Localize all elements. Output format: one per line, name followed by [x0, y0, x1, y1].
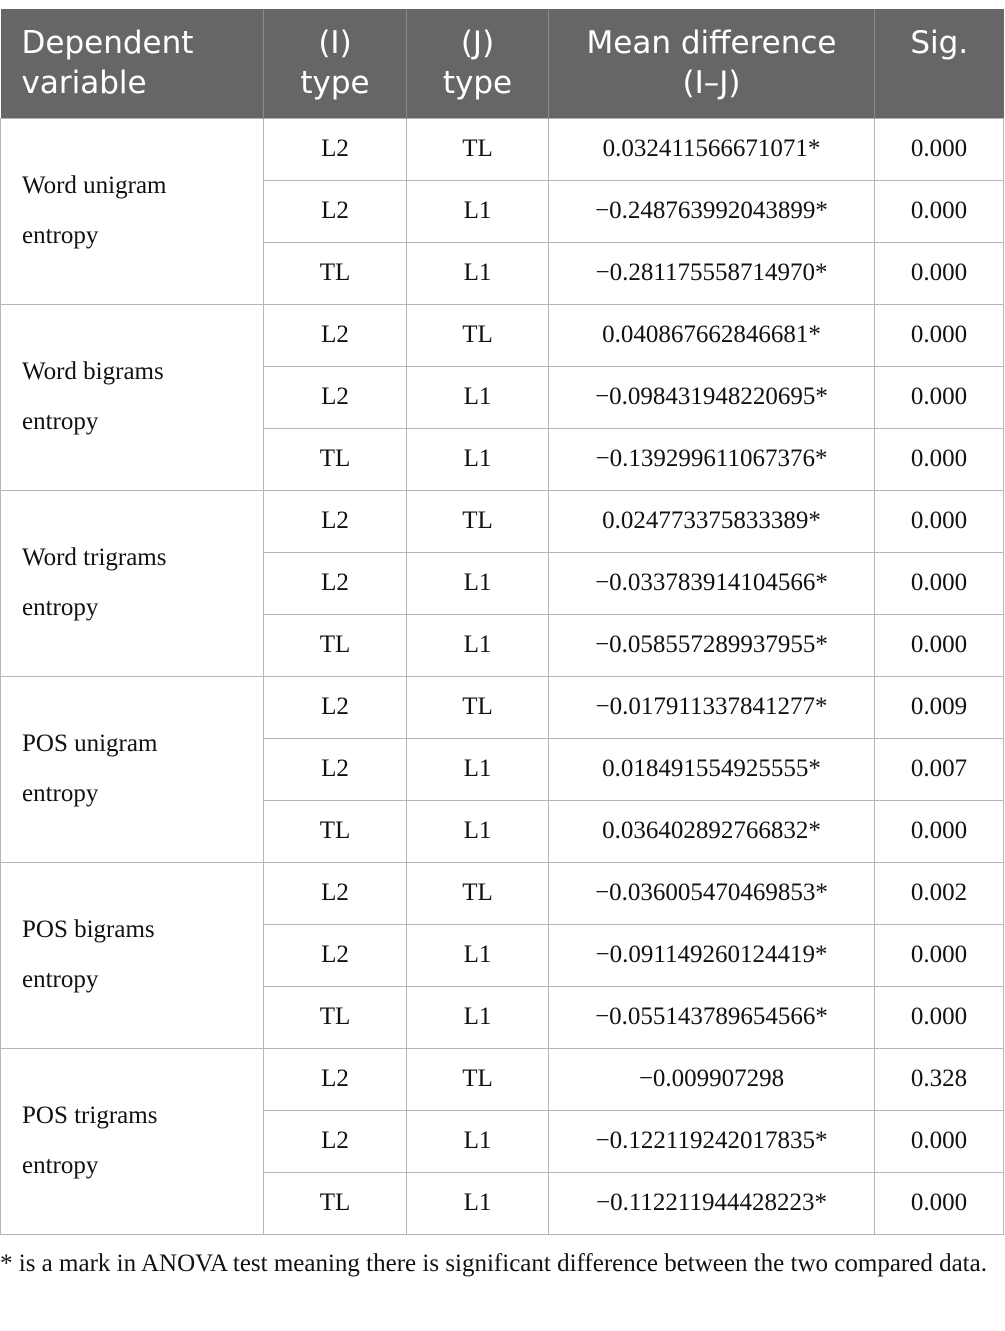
sig-cell: 0.000	[875, 490, 1004, 552]
i-type-cell: L2	[264, 1048, 407, 1110]
table-row	[1, 676, 1004, 738]
mean-difference-cell: −0.033783914104566*	[549, 552, 875, 614]
table-row	[1, 1048, 1004, 1110]
j-type-cell: TL	[407, 1048, 549, 1110]
i-type-cell: L2	[264, 490, 407, 552]
j-type-cell: L1	[407, 738, 549, 800]
i-type-cell: L2	[264, 366, 407, 428]
header-dependent-line-1: Dependent	[21, 25, 194, 62]
mean-difference-cell: 0.036402892766832*	[549, 800, 875, 862]
mean-difference-cell: −0.122119242017835*	[549, 1110, 875, 1172]
dependent-variable-cell	[1, 862, 264, 1048]
i-type-cell: L2	[264, 304, 407, 366]
table-header	[1, 9, 1004, 118]
mean-difference-cell: −0.009907298	[549, 1048, 875, 1110]
dependent-variable-line-1: POS unigram	[22, 730, 158, 757]
sig-cell: 0.000	[875, 366, 1004, 428]
header-j-type	[407, 9, 549, 118]
mean-difference-cell: −0.112211944428223*	[549, 1172, 875, 1234]
j-type-cell: L1	[407, 366, 549, 428]
j-type-cell: L1	[407, 1172, 549, 1234]
mean-difference-cell: −0.139299611067376*	[549, 428, 875, 490]
header-mean-line-1: Mean difference	[586, 25, 837, 62]
sig-cell: 0.000	[875, 800, 1004, 862]
j-type-cell: TL	[407, 676, 549, 738]
sig-cell: 0.000	[875, 428, 1004, 490]
dependent-variable-line-2: entropy	[22, 1152, 99, 1179]
j-type-cell: L1	[407, 800, 549, 862]
sig-cell: 0.328	[875, 1048, 1004, 1110]
mean-difference-cell: 0.032411566671071*	[549, 118, 875, 180]
sig-cell: 0.000	[875, 242, 1004, 304]
i-type-cell: TL	[264, 428, 407, 490]
dependent-variable-line-2: entropy	[22, 222, 99, 249]
header-i-type	[264, 9, 407, 118]
sig-cell: 0.000	[875, 118, 1004, 180]
sig-cell: 0.000	[875, 1110, 1004, 1172]
j-type-cell: TL	[407, 490, 549, 552]
header-j-line-1: (J)	[460, 25, 495, 62]
table-row	[1, 118, 1004, 180]
sig-cell: 0.009	[875, 676, 1004, 738]
dependent-variable-line-1: Word trigrams	[22, 544, 167, 571]
dependent-variable-line-2: entropy	[22, 408, 99, 435]
dependent-variable-cell	[1, 118, 264, 304]
mean-difference-cell: −0.017911337841277*	[549, 676, 875, 738]
mean-difference-cell: −0.098431948220695*	[549, 366, 875, 428]
table-body	[1, 118, 1004, 1234]
j-type-cell: L1	[407, 1110, 549, 1172]
i-type-cell: L2	[264, 552, 407, 614]
i-type-cell: TL	[264, 800, 407, 862]
dependent-variable-cell	[1, 1048, 264, 1234]
dependent-variable-line-2: entropy	[22, 594, 99, 621]
j-type-cell: L1	[407, 552, 549, 614]
sig-cell: 0.000	[875, 986, 1004, 1048]
dependent-variable-cell	[1, 490, 264, 676]
mean-difference-cell: 0.040867662846681*	[549, 304, 875, 366]
i-type-cell: TL	[264, 242, 407, 304]
dependent-variable-cell	[1, 304, 264, 490]
header-mean-difference	[549, 9, 875, 118]
dependent-variable-line-1: Word bigrams	[22, 358, 164, 385]
header-row	[1, 9, 1004, 118]
header-dependent-variable	[1, 9, 264, 118]
sig-cell: 0.002	[875, 862, 1004, 924]
sig-cell: 0.000	[875, 552, 1004, 614]
sig-cell: 0.000	[875, 304, 1004, 366]
header-sig-label: Sig.	[910, 25, 969, 61]
dependent-variable-line-2: entropy	[22, 780, 99, 807]
i-type-cell: L2	[264, 676, 407, 738]
j-type-cell: L1	[407, 986, 549, 1048]
table-row	[1, 862, 1004, 924]
j-type-cell: TL	[407, 304, 549, 366]
header-mean-line-2: (I–J)	[682, 65, 741, 102]
i-type-cell: L2	[264, 1110, 407, 1172]
i-type-cell: TL	[264, 1172, 407, 1234]
sig-cell: 0.000	[875, 1172, 1004, 1234]
header-j-line-2: type	[442, 65, 513, 102]
sig-cell: 0.000	[875, 180, 1004, 242]
table-footnote: * is a mark in ANOVA test meaning there is significant difference between the two compared data.	[0, 1250, 987, 1277]
mean-difference-cell: −0.036005470469853*	[549, 862, 875, 924]
mean-difference-cell: −0.281175558714970*	[549, 242, 875, 304]
i-type-cell: L2	[264, 118, 407, 180]
header-sig	[875, 9, 1004, 118]
dependent-variable-line-2: entropy	[22, 966, 99, 993]
i-type-cell: L2	[264, 180, 407, 242]
j-type-cell: L1	[407, 924, 549, 986]
j-type-cell: TL	[407, 118, 549, 180]
dependent-variable-line-1: Word unigram	[22, 172, 167, 199]
i-type-cell: L2	[264, 862, 407, 924]
dependent-variable-line-1: POS trigrams	[22, 1102, 158, 1129]
dependent-variable-cell	[1, 676, 264, 862]
j-type-cell: L1	[407, 428, 549, 490]
i-type-cell: L2	[264, 924, 407, 986]
j-type-cell: L1	[407, 180, 549, 242]
i-type-cell: TL	[264, 614, 407, 676]
header-i-line-1: (I)	[318, 25, 352, 62]
mean-difference-cell: −0.055143789654566*	[549, 986, 875, 1048]
j-type-cell: TL	[407, 862, 549, 924]
mean-difference-cell: −0.058557289937955*	[549, 614, 875, 676]
mean-difference-cell: 0.024773375833389*	[549, 490, 875, 552]
mean-difference-cell: 0.018491554925555*	[549, 738, 875, 800]
sig-cell: 0.000	[875, 614, 1004, 676]
header-i-line-2: type	[300, 65, 370, 102]
table-row	[1, 304, 1004, 366]
mean-difference-cell: −0.091149260124419*	[549, 924, 875, 986]
table-row	[1, 490, 1004, 552]
sig-cell: 0.007	[875, 738, 1004, 800]
sig-cell: 0.000	[875, 924, 1004, 986]
results-table	[0, 9, 1004, 1235]
dependent-variable-line-1: POS bigrams	[22, 916, 155, 943]
i-type-cell: TL	[264, 986, 407, 1048]
header-dependent-line-2: variable	[21, 65, 147, 102]
mean-difference-cell: −0.248763992043899*	[549, 180, 875, 242]
j-type-cell: L1	[407, 614, 549, 676]
i-type-cell: L2	[264, 738, 407, 800]
j-type-cell: L1	[407, 242, 549, 304]
